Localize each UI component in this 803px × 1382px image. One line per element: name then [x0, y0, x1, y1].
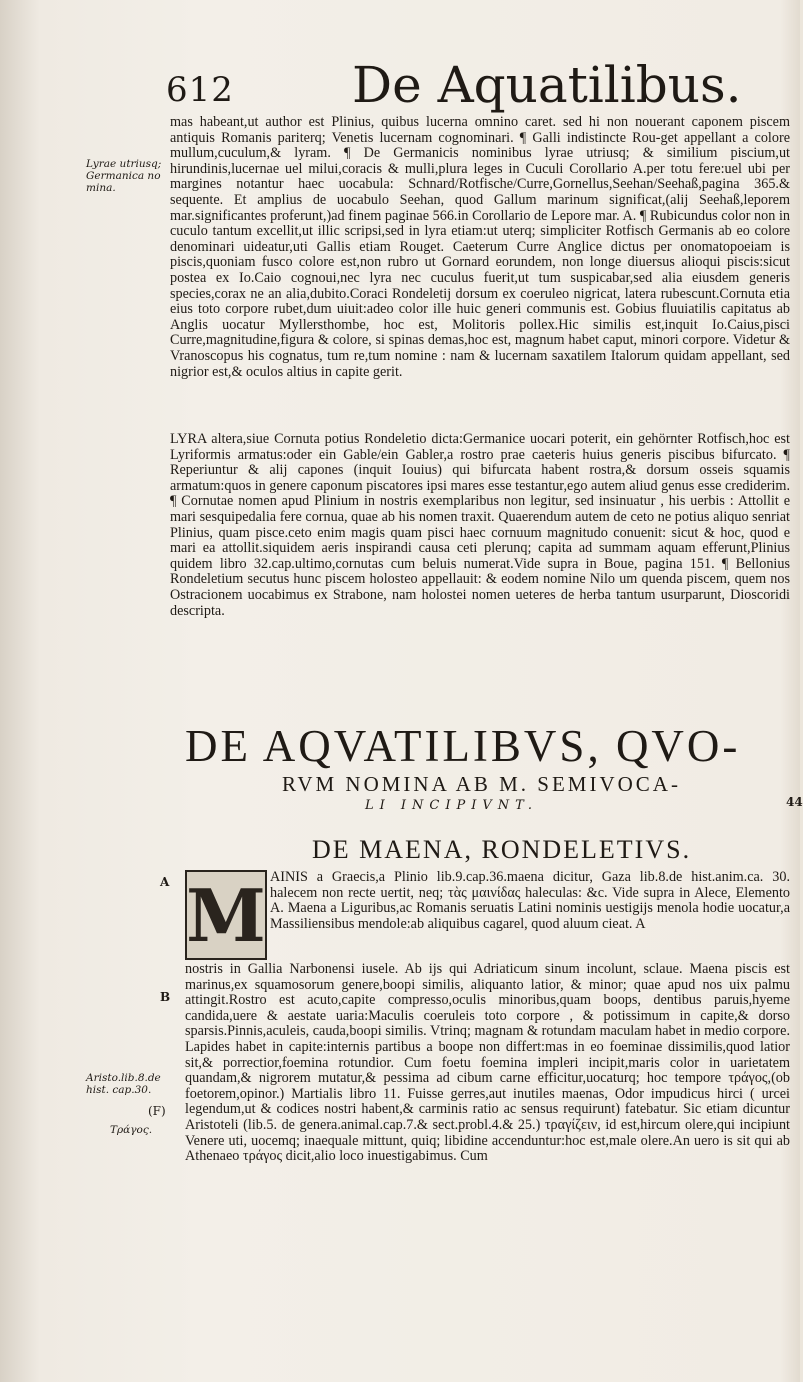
- chapter-subheading-line2: LI INCIPIVNT.: [365, 798, 539, 813]
- margin-marker-b: B: [160, 990, 171, 1004]
- page-number: 612: [166, 70, 234, 110]
- page-header: [166, 56, 786, 114]
- paragraph-maena-description: nostris in Gallia Narbonensi iusele. Ab ijs qui Adriaticum sinum incolunt, sclaue. Maena piscis est marinus,ex squamosorum genere,boopi similis, aliquanto latior, & minor; quae apud nos uix palmu attingit.Rostro est acuto,capite compresso,oculis minoribus,quam boops, dentibus paruis,hyeme candida,uere & aestate uaria:Maculis coeruleis toto corpore , & potissimum in capite,& dorso sparsis.Pinnis,aculeis, cauda,boopi similis. Vtrinq; magnam & rotundam maculam habet in medio corpore. Lapides habet in capite:internis partibus a boope non differt:mas in eo foeminae dissimilis,quod latior sit,& porrectior,foemina rotundior. Cum foetu foemina impleri incipit,maris color in uarietatem quandam,& nigrorem mutatur,& pessima ad cibum carne efficitur,uocaturq; hoc tempore τράγος,(ob foetorem,opinor.) Martialis libro 11. Fuisse gerres,aut inutiles maenas, Odor impudicus hirci ( urcei legendum,ut & codices nostri habent,& carminis ratio ac sensus requirunt) fatebatur. Sic etiam dicuntur Aristoteli (lib.5. de genera.animal.cap.7.& sect.probl.4.& 25.) τραγίζειν, id est,hircum olere,qui incipiunt Venere uti, uocemq; inaequale mittunt, quiq; libidine accenduntur:hoc est,male olere.An uero is sit qui ab Athenaeo τράγος dicit,alio loco inuestigabimus. Cum: [185, 961, 790, 1165]
- margin-note-lyra: Lyrae utriusq; Germanica no mina.: [86, 158, 162, 194]
- running-title: De Aquatilibus.: [352, 56, 742, 114]
- paragraph-maena-intro: AINIS a Graecis,a Plinio lib.9.cap.36.maena dicitur, Gaza lib.8.de hist.anim.ca. 30. halecem non recte uertit, neq; τὰς μαινίδας haleculas: &c. Vide supra in Alece, Elemento A. Maena a Liguribus,ac Romanis seruatis Latini nominis uestigijs menola hodie uocatur,a Massiliensibus mendole:ab aliquibus cagarel, quod aluum cieat. A: [270, 869, 790, 932]
- paragraph-lyra-cornuta: LYRA altera,siue Cornuta potius Rondeletio dicta:Germanice uocari poterit, ein gehörnter Rotfisch,hoc est Lyriformis armatus:oder ein Gable/ein Gabler,a rostro prae caeteris huius generis piscibus bifurcato. ¶ Reperiuntur & alij capones (inquit Iouius) qui bifurcata habent rostra,& dorsum osseis squamis armatum:quos in genere caponum piscatores ipsi mares esse testantur,ego autem aliud genus esse crediderim. ¶ Cornutae nomen apud Plinium in nostris exemplaribus non legitur, sed insinuatur , his uerbis : Attollit e mari sesquipedalia fere cornua, quae ab his nomen traxit. Quaerendum autem de ceto ne potius aliquo senriat Plinius, quam pisce.ceto enim magis quam pisci haec cornuum magnitudo conuenit: sicut & hoc, quod e mari ea attollit.siquidem aeris inspirandi causa ceti plerunq; capita ad summam aquam efferunt,Plinius quidem libro 32.cap.ultimo,cornutas cum beluis numerat.Vide supra in Boue, pagina 151. ¶ Bellonius Rondeletium secutus hunc piscem holosteo appellauit: & eodem nomine Nilo um quenda piscem, quem nos Ostracionem uocabimus ex Strabone, nam holostei nomen ueteres de herba tantum usurparunt, Dioscoridi descripta.: [170, 431, 790, 619]
- margin-note-aristotle: Aristo.lib.8.de hist. cap.30.: [86, 1072, 161, 1096]
- margin-marker-a: A: [160, 875, 170, 889]
- margin-note-tragos: Τράγος.: [110, 1124, 153, 1136]
- chapter-subheading: RVM NOMINA AB M. SEMIVOCA-: [282, 772, 681, 796]
- margin-marker-f: (F): [148, 1104, 166, 1118]
- margin-marker-side: 44: [786, 795, 803, 809]
- chapter-heading: DE AQVATILIBVS, QVO-: [185, 721, 741, 771]
- paragraph-lyra-names: mas habeant,ut author est Plinius, quibus lucerna omnino caret. sed hi non nouerant caponem piscem antiquis Romanis pariterq; Venetis lucernam cognominari. ¶ Galli indistincte Rou-get appellant a colore mullum,cuculum,& lyram. ¶ De Germanicis nominibus lyrae utriusq; & similium piscium,ut hirundinis,lucernae uel milui,coracis & mulli,plura leges in Cuculi Corollario A.per totu fere:uel ubi per margines notantur haec uocabula: Schnard/Rotfische/Curre,Gornellus,Seehan/Seehaß,pagina 365.& sequente. Et amplius de uocabulo Seehan, quod Gallum marinum significat,(alij Seehaß,leporem mar.significantes proferunt,)ad finem paginae 566.in Corollario de Lepore mar. A. ¶ Rubicundus color non in cuculo tantum excellit,ut illic scripsi,sed in lyra etiam:ut uterq; simpliciter Rotfisch Germanis ab eo colore denominari uideatur,uti Gallis etiam Rouget. Caeterum Curre Anglice dictus per onomatopoeiam is piscis,quoniam fusco colore est,non rubro ut Gornard eorundem, non longe diuersus alioqui piscis:sicut postea ex Io.Caio cognoui,nec lyra nec cuculus fuerit,ut tum suspicabar,sed alia eiusdem generis species,corax ne an alia,dubito.Coraci Rondeletij dorsum ex coeruleo nigricat, latera rubescunt.Cornuta etia eius toto corpore rubet,dum uiuit:adeo color ille huic generi communis est. Gobius fluuiatilis capitatus ab Anglis uocatur Myllersthombe, hoc est, Molitoris pollex.Hic similis est,inquit Io.Caius,pisci Curre,magnitudine,figura & colore, si spinas demas,hoc est, magnum habet caput, minori corpore. Videtur & Vranoscopus his cognatus, tum re,tum nomine : nam & lucernam saxatilem Italorum quidam appellant, sed nigrior est,& oculos altius in capite gerit.: [170, 114, 790, 380]
- section-title: DE MAENA, RONDELETIVS.: [312, 835, 692, 864]
- initial-letter: M: [186, 872, 266, 958]
- decorated-initial: [185, 870, 267, 960]
